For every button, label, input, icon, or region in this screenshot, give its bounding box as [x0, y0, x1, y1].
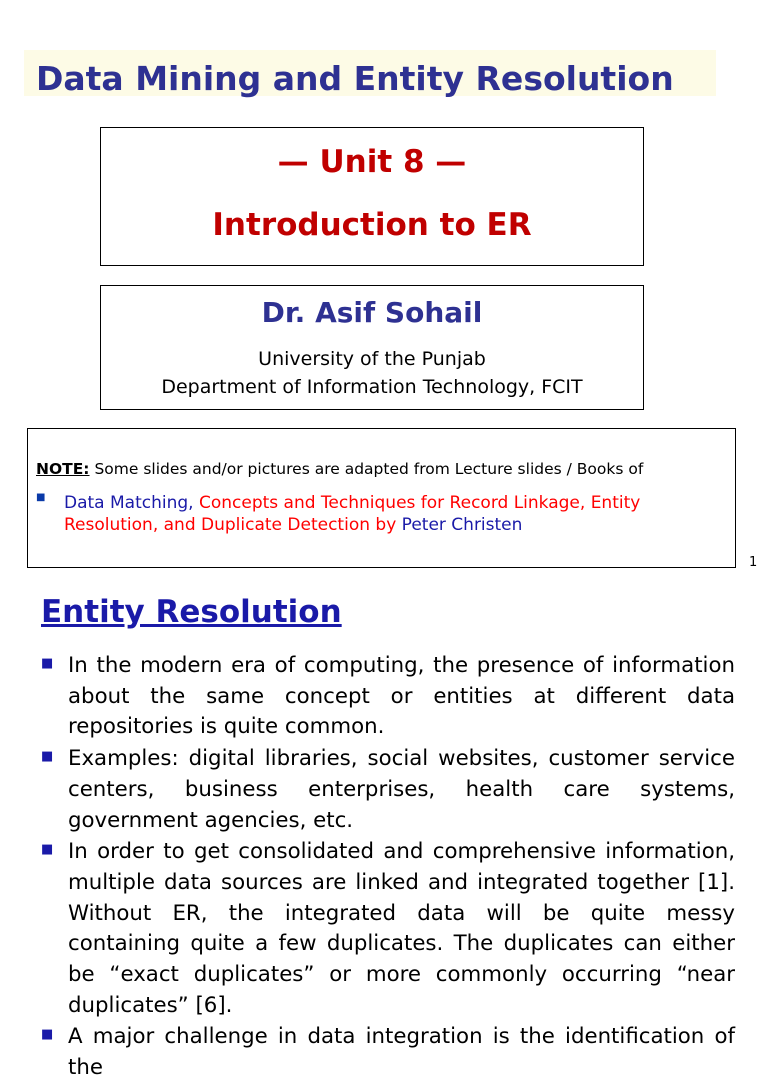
note-bullet-icon: ■ — [36, 492, 46, 503]
reference-citation — [64, 492, 731, 536]
list-item — [41, 837, 735, 1021]
unit-number: — Unit 8 — — [277, 144, 467, 180]
bullet-text: In the modern era of computing, the presence of information about the same concept or entities at different data repositories is quite common. — [68, 653, 735, 740]
section-heading: Entity Resolution — [41, 594, 342, 630]
unit-topic: Introduction to ER — [212, 207, 532, 243]
list-item — [41, 651, 735, 743]
bullet-list — [41, 651, 735, 1085]
bullet-icon: ■ — [41, 749, 54, 765]
note-text: Some slides and/or pictures are adapted from Lecture slides / Books of — [89, 460, 644, 478]
page-number: 1 — [749, 555, 758, 570]
reference-author: Peter Christen — [401, 515, 523, 535]
bullet-text: In order to get consolidated and comprehensive information, multiple data sources are linked and integrated together [1]. Without ER, the integrated data will be quite messy containing quite a few duplicates. The duplicates can either be “exact duplicates” or more commonly occurring “near duplicates” [6]. — [68, 839, 735, 1018]
course-title: Data Mining and Entity Resolution — [24, 50, 716, 96]
bullet-text: A major challenge in data integration is the identification of the — [68, 1024, 735, 1081]
bullet-icon: ■ — [41, 1027, 54, 1043]
list-item — [41, 744, 735, 836]
note-box — [27, 428, 736, 568]
list-item — [41, 1022, 735, 1083]
bullet-icon: ■ — [41, 842, 54, 858]
reference-book-title: Data Matching, — [64, 493, 199, 513]
note-line — [36, 460, 643, 478]
unit-box — [100, 127, 644, 266]
author-name: Dr. Asif Sohail — [261, 296, 483, 329]
bullet-icon: ■ — [41, 656, 54, 671]
note-label: NOTE: — [36, 460, 90, 478]
author-box — [100, 285, 644, 410]
affiliation-department: Department of Information Technology, FCIT — [161, 376, 583, 398]
affiliation-university: University of the Punjab — [258, 348, 486, 370]
bullet-text: Examples: digital libraries, social websites, customer service centers, business enterprises, health care systems, government agencies, etc. — [68, 746, 735, 833]
reference-subtitle: Concepts and Techniques for Record Linkage, Entity Resolution, and Duplicate Detection by — [64, 493, 641, 535]
